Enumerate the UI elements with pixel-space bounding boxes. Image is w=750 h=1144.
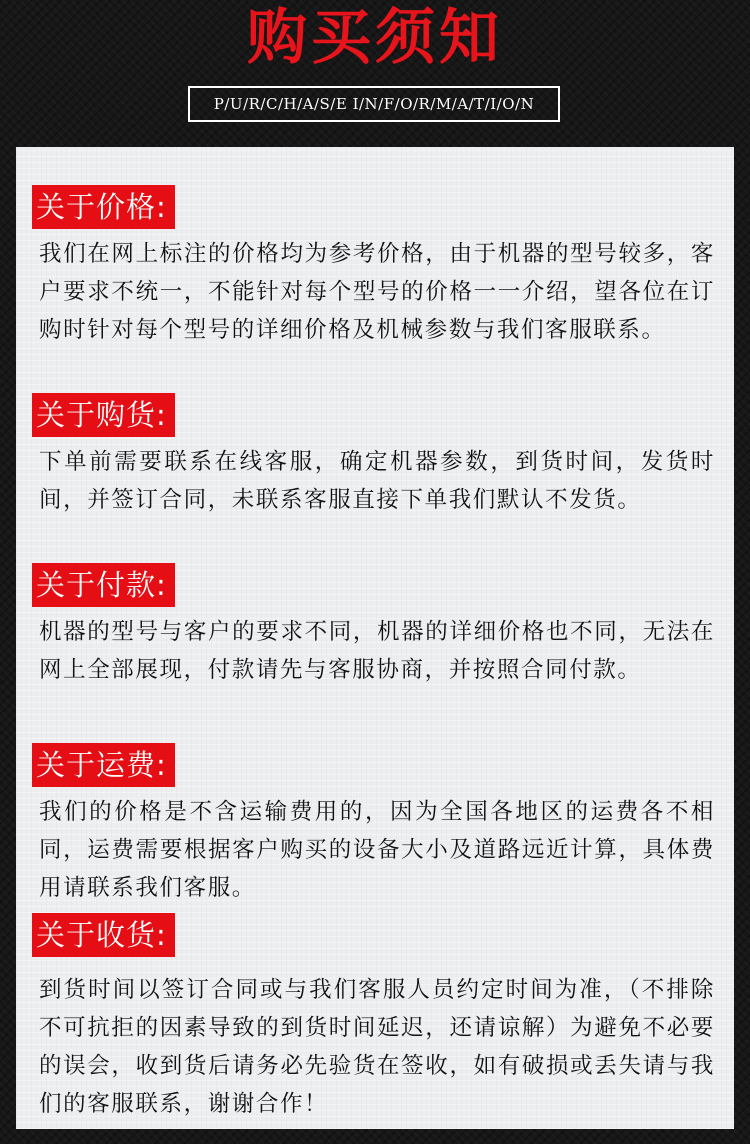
section-text: 机器的型号与客户的要求不同，机器的详细价格也不同，无法在网上全部展现，付款请先与客服协商，并按照合同付款。 [39, 619, 715, 683]
section-text: 我们的价格是不含运输费用的，因为全国各地区的运费各不相同，运费需要根据客户购买的设备大小及道路远近计算，具体费用请联系我们客服。 [39, 799, 715, 901]
section-price [32, 185, 722, 349]
info-panel [16, 147, 734, 1129]
section-tag: 关于购货: [32, 393, 175, 437]
section-tag: 关于付款: [32, 563, 175, 607]
section-receiving [32, 913, 722, 1123]
section-purchase [32, 393, 722, 519]
section-tag: 关于价格: [32, 185, 175, 229]
section-shipping [32, 743, 722, 907]
section-tag: 关于收货: [32, 913, 175, 957]
section-text: 下单前需要联系在线客服，确定机器参数，到货时间，发货时间，并签订合同，未联系客服直接下单我们默认不发货。 [39, 449, 715, 513]
page-subtitle: P/U/R/C/H/A/S/E I/N/F/O/R/M/A/T/I/O/N [188, 86, 560, 122]
section-tag: 关于运费: [32, 743, 175, 787]
section-text: 到货时间以签订合同或与我们客服人员约定时间为准，（不排除不可抗拒的因素导致的到货时间延迟，还请谅解）为避免不必要的误会，收到货后请务必先验货在签收，如有破损或丢失请与我们的客服联系，谢谢合作！ [39, 977, 715, 1117]
section-text: 我们在网上标注的价格均为参考价格，由于机器的型号较多，客户要求不统一，不能针对每个型号的价格一一介绍，望各位在订购时针对每个型号的详细价格及机械参数与我们客服联系。 [39, 241, 715, 343]
page-title: 购买须知 [247, 3, 503, 73]
section-payment [32, 563, 722, 689]
